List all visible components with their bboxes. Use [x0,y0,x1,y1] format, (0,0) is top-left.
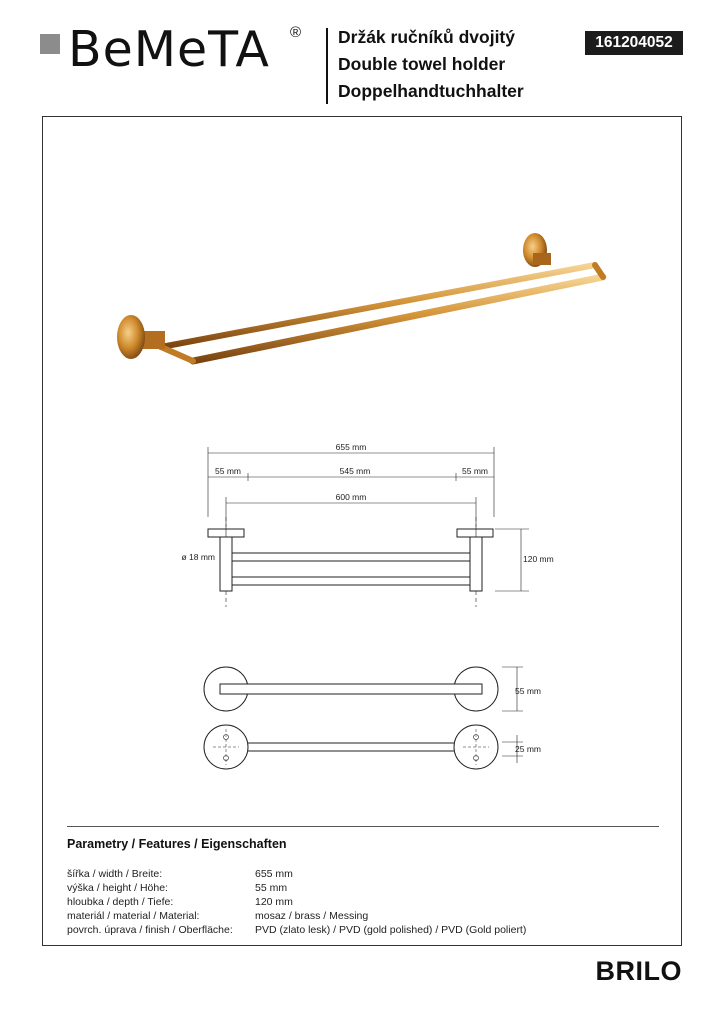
product-series-name: BRILO [595,956,682,986]
feature-label: šířka / width / Breite: [67,868,163,880]
left-wall-flange [117,315,145,359]
feature-row-depth [67,895,526,909]
feature-label: materiál / material / Material: [67,910,200,922]
brand-logo [40,22,310,78]
title-separator [326,28,328,104]
right-wall-post [533,253,551,265]
dim-height: 55 mm [515,686,541,696]
product-illustration [117,233,603,361]
features-title: Parametry / Features / Eigenschaften [67,837,287,851]
dim-mount-spacing: 600 mm [335,492,367,502]
feature-row-finish [67,923,526,937]
feature-value: PVD (zlato lesk) / PVD (gold polished) / PVD (Gold poliert) [255,924,527,936]
top-view-drawing [204,667,523,769]
dim-depth: 120 mm [523,554,554,564]
feature-row-width [67,867,526,881]
feature-label: hloubka / depth / Tiefe: [67,896,174,908]
dim-flange: 25 mm [515,744,541,754]
title-cz: Držák ručníků dvojitý [338,27,515,47]
feature-label: povrch. úprava / finish / Oberfläche: [67,924,233,936]
title-de: Doppelhandtuchhalter [338,81,524,101]
back-rail [161,265,595,347]
spec-sheet-frame [42,116,682,946]
front-rail [193,277,603,361]
feature-label: výška / height / Höhe: [67,882,168,894]
feature-row-material [67,909,526,923]
feature-value: 55 mm [255,882,288,894]
dim-tube-diameter: ø 18 mm [181,552,215,562]
product-code-badge: 161204052 [585,31,683,55]
feature-row-height [67,881,526,895]
feature-value: mosaz / brass / Messing [255,910,369,922]
features-divider [67,826,659,827]
dim-right-offset: 55 mm [462,466,488,476]
left-end-bend [161,347,193,361]
dim-total-width: 655 mm [335,442,367,452]
dim-left-offset: 55 mm [215,466,241,476]
logo-square-mark [40,34,60,54]
drawing-canvas [43,117,683,947]
dim-bar-length: 545 mm [339,466,371,476]
product-titles [338,24,524,105]
features-table [67,867,526,937]
brand-name: BeMeTA [68,21,270,78]
registered-mark: ® [290,24,302,41]
feature-value: 120 mm [255,896,293,908]
title-en: Double towel holder [338,54,506,74]
feature-value: 655 mm [255,868,293,880]
